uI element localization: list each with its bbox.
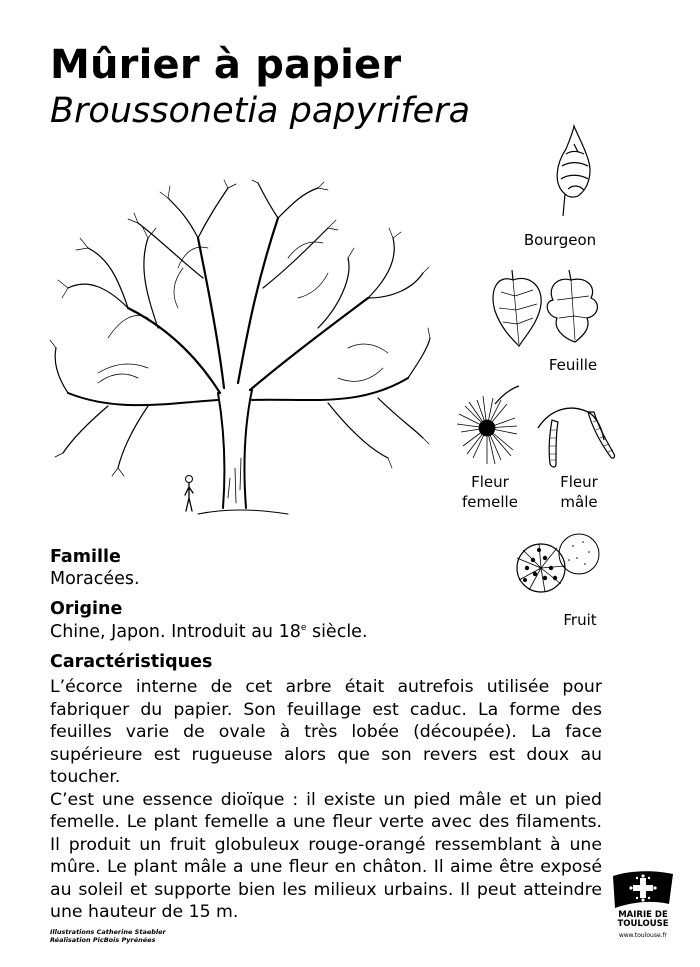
description-paragraph-1: L’écorce interne de cet arbre était autrefois utilisée pour fabriquer du papier. Son feuillage est caduc. La forme des feuilles varie de ovale à très lobée (découpée). La face supérieure est rugueuse alors que son revers est doux au toucher. — [50, 677, 602, 787]
occitan-cross-icon — [613, 871, 673, 908]
bud-label: Bourgeon — [523, 231, 597, 249]
fruit-icon — [517, 534, 599, 592]
description — [50, 676, 602, 924]
tree-icon — [50, 180, 430, 514]
credit-realisation: Réalisation PicBois Pyrénées — [50, 936, 156, 944]
description-paragraph-2: C’est une essence dioïque : il existe un pied mâle et un pied femelle. Le plant femelle a une fleur verte avec des filaments. Il produit un fruit globuleux rouge-orangé ressemblant à une mûre. Le plant mâle a une fleur en châton. Il aime être exposé au soleil et supporte bien les milieux urbains. Il peut atteindre une hauteur de 15 m. — [50, 789, 602, 922]
logo-line-1: MAIRIE DE — [618, 910, 668, 920]
bud-illustration — [548, 124, 598, 219]
famille-text: Moracées. — [50, 569, 140, 589]
logo-text — [600, 911, 686, 929]
origine-text-main: Chine, Japon. Introduit au 18 — [50, 622, 301, 642]
origine-heading: Origine — [50, 599, 123, 619]
female-flower-label-line-2: femelle — [462, 493, 518, 511]
credits — [50, 928, 166, 944]
female-flower-illustration — [455, 384, 521, 474]
logo-url[interactable]: www.toulouse.fr — [618, 932, 668, 939]
male-flower-label-line-2: mâle — [560, 493, 598, 511]
male-flower-illustration — [536, 398, 618, 474]
female-flower-label-line-1: Fleur — [471, 473, 509, 491]
male-flower-icon — [538, 408, 615, 467]
fruit-label: Fruit — [563, 611, 597, 629]
leaf-icon — [493, 270, 597, 346]
credit-illustrations: Illustrations Catherine Staebler — [50, 928, 166, 936]
leaves-illustration — [487, 266, 605, 350]
caracteristiques-heading: Caractéristiques — [50, 652, 213, 672]
bud-icon — [557, 126, 590, 216]
scientific-name: Broussonetia papyrifera — [50, 91, 471, 131]
page-title: Mûrier à papier — [50, 42, 402, 88]
origine-text-end: siècle. — [306, 622, 368, 642]
fruit-illustration — [505, 528, 603, 604]
male-flower-label-line-1: Fleur — [560, 473, 598, 491]
female-flower-icon — [457, 386, 519, 464]
famille-heading: Famille — [50, 547, 121, 567]
origine-text — [50, 622, 368, 642]
leaf-label: Feuille — [548, 356, 598, 374]
origine-superscript: e — [300, 623, 307, 634]
logo-line-2: TOULOUSE — [617, 919, 669, 929]
mairie-logo — [611, 868, 675, 910]
tree-illustration — [48, 178, 433, 523]
